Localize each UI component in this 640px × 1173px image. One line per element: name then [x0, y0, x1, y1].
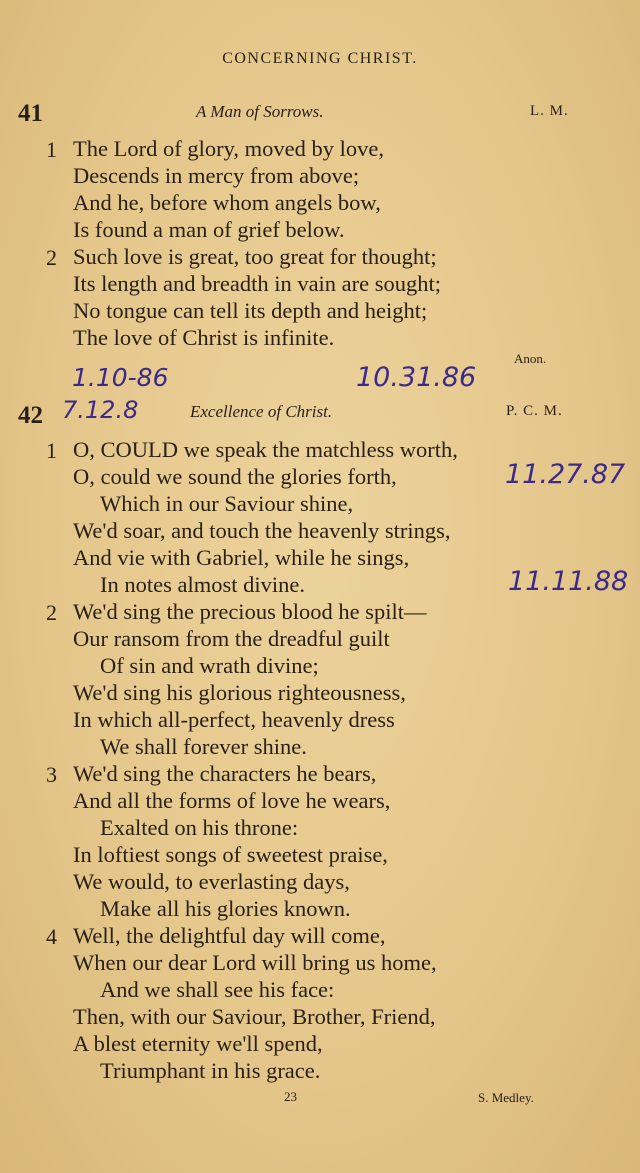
- hymn-attribution: S. Medley.: [478, 1090, 534, 1105]
- verse-line: O, COULD we speak the matchless worth,: [73, 437, 458, 462]
- handwritten-date: 1.10-86: [72, 363, 169, 392]
- hymn-number: 42: [18, 402, 43, 429]
- stanza-number: 1: [46, 137, 57, 162]
- running-header: CONCERNING CHRIST.: [222, 50, 418, 67]
- stanza-number: 1: [46, 438, 57, 463]
- verse-line: Our ransom from the dreadful guilt: [73, 626, 390, 651]
- verse-line: Its length and breadth in vain are sought;: [73, 271, 442, 296]
- verse-line: The Lord of glory, moved by love,: [73, 136, 384, 161]
- verse-line: Then, with our Saviour, Brother, Friend,: [73, 1004, 436, 1029]
- verse-line: Is found a man of grief below.: [73, 217, 345, 242]
- verse-line: When our dear Lord will bring us home,: [73, 950, 437, 975]
- handwritten-date: 11.11.88: [508, 566, 629, 597]
- hymn-meter: P. C. M.: [506, 403, 563, 419]
- hymn-number: 41: [18, 100, 43, 127]
- verse-line: In which all-perfect, heavenly dress: [73, 707, 395, 732]
- stanza-number: 4: [46, 924, 57, 949]
- hymn-meter: L. M.: [530, 103, 569, 119]
- handwritten-date: 11.27.87: [505, 459, 626, 490]
- verse-line: We'd sing the precious blood he spilt—: [73, 599, 427, 624]
- stanza-number: 2: [46, 600, 57, 625]
- verse-line: Well, the delightful day will come,: [73, 923, 386, 948]
- verse-line: And vie with Gabriel, while he sings,: [73, 545, 410, 570]
- hymn-attribution: Anon.: [514, 351, 547, 366]
- verse-line: We shall forever shine.: [100, 734, 307, 759]
- verse-line: We would, to everlasting days,: [73, 869, 350, 894]
- handwritten-date: 7.12.8: [62, 396, 139, 424]
- stanza-number: 2: [46, 245, 57, 270]
- verse-line: The love of Christ is infinite.: [73, 325, 335, 350]
- hymn-title: A Man of Sorrows.: [196, 102, 324, 121]
- verse-line: Such love is great, too great for thought;: [73, 244, 437, 269]
- verse-line: O, could we sound the glories forth,: [73, 464, 397, 489]
- verse-line: Which in our Saviour shine,: [100, 491, 354, 516]
- verse-line: In notes almost divine.: [100, 572, 305, 597]
- verse-line: We'd soar, and touch the heavenly strings,: [73, 518, 451, 543]
- verse-line: And he, before whom angels bow,: [73, 190, 381, 215]
- verse-line: No tongue can tell its depth and height;: [73, 298, 428, 323]
- stanza-number: 3: [46, 762, 57, 787]
- verse-line: And we shall see his face:: [100, 977, 335, 1002]
- verse-line: Descends in mercy from above;: [73, 163, 360, 188]
- verse-line: We'd sing the characters he bears,: [73, 761, 377, 786]
- verse-line: Exalted on his throne:: [100, 815, 299, 840]
- verse-line: In loftiest songs of sweetest praise,: [73, 842, 388, 867]
- handwritten-date: 10.31.86: [356, 362, 477, 393]
- verse-line: Make all his glories known.: [100, 896, 351, 921]
- verse-line: Triumphant in his grace.: [100, 1058, 321, 1083]
- verse-line: A blest eternity we'll spend,: [73, 1031, 323, 1056]
- verse-line: And all the forms of love he wears,: [73, 788, 391, 813]
- page-number: 23: [284, 1089, 297, 1104]
- hymn-title: Excellence of Christ.: [190, 402, 333, 421]
- verse-line: We'd sing his glorious righteousness,: [73, 680, 406, 705]
- verse-line: Of sin and wrath divine;: [100, 653, 319, 678]
